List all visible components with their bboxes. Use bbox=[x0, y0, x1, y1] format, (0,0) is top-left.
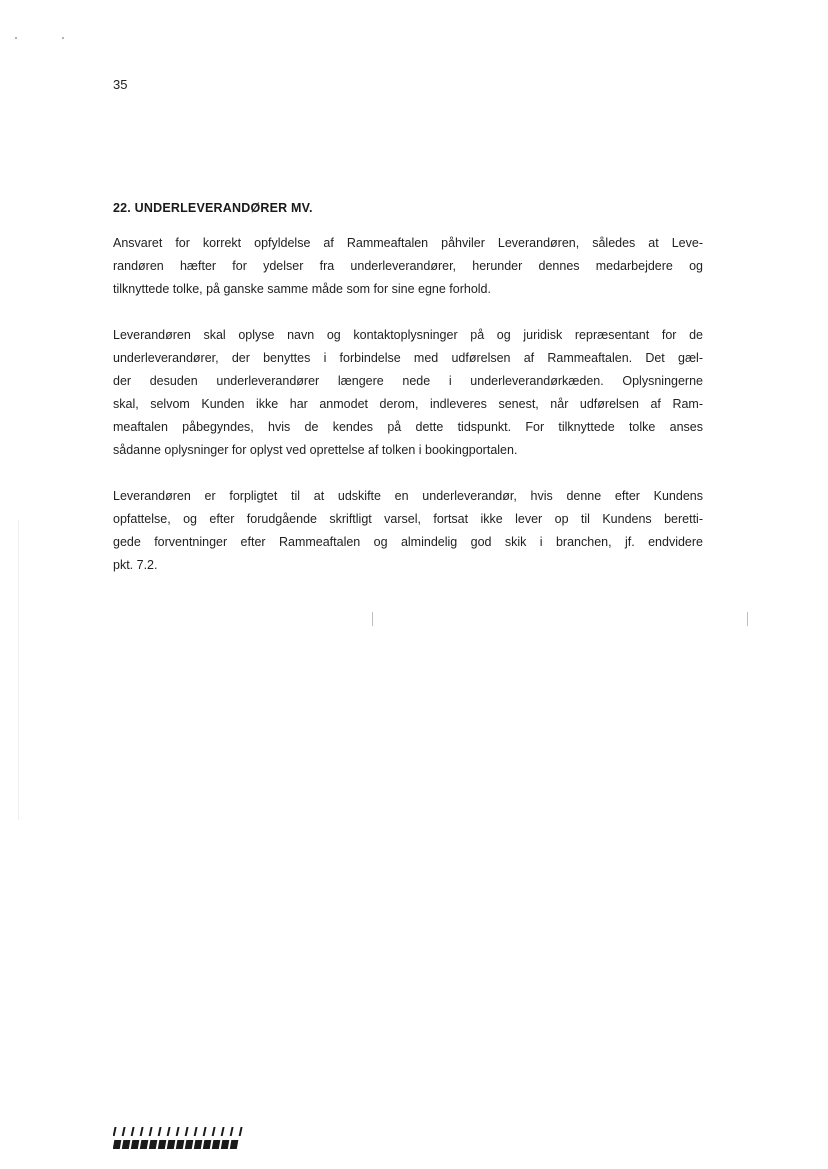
section-heading: 22. UNDERLEVERANDØRER MV. bbox=[113, 201, 313, 215]
scan-speck bbox=[62, 37, 64, 39]
paragraph-3 bbox=[113, 485, 703, 577]
paragraph-line: underleverandører, der benyttes i forbindelse med udførelsen af Rammeaftalen. Det gæl- bbox=[113, 351, 703, 365]
scan-speck bbox=[15, 37, 17, 39]
paragraph-line: randøren hæfter for ydelser fra underleverandører, herunder dennes medarbejdere og bbox=[113, 259, 703, 273]
barcode-icon bbox=[113, 1125, 248, 1151]
section-22 bbox=[113, 200, 703, 600]
paragraph-line: opfattelse, og efter forudgående skriftligt varsel, fortsat ikke lever op til Kundens beretti- bbox=[113, 512, 703, 526]
barcode-graphic bbox=[113, 1125, 248, 1151]
barcode-top-row bbox=[113, 1127, 243, 1136]
paragraph-line: gede forventninger efter Rammeaftalen og almindelig god skik i branchen, jf. endvidere bbox=[113, 535, 703, 549]
scan-mark bbox=[747, 612, 748, 626]
paragraph-line: tilknyttede tolke, på ganske samme måde som for sine egne forhold. bbox=[113, 282, 491, 296]
paragraph-line: pkt. 7.2. bbox=[113, 558, 158, 572]
page-number: 35 bbox=[113, 77, 128, 92]
paragraph-line: Ansvaret for korrekt opfyldelse af Rammeaftalen påhviler Leverandøren, således at Leve- bbox=[113, 236, 703, 250]
paragraph-line: skal, selvom Kunden ikke har anmodet derom, indleveres senest, når udførelsen af Ram- bbox=[113, 397, 703, 411]
barcode-bottom-row bbox=[113, 1140, 238, 1149]
paragraph-line: Leverandøren er forpligtet til at udskifte en underleverandør, hvis denne efter Kundens bbox=[113, 489, 703, 503]
scan-mark bbox=[18, 520, 19, 820]
paragraph-line: der desuden underleverandører længere nede i underleverandørkæden. Oplysningerne bbox=[113, 374, 703, 388]
paragraph-2 bbox=[113, 324, 703, 462]
paragraph-1 bbox=[113, 232, 703, 301]
scan-mark bbox=[372, 612, 373, 626]
paragraph-line: Leverandøren skal oplyse navn og kontaktoplysninger på og juridisk repræsentant for de bbox=[113, 328, 703, 342]
paragraph-line: sådanne oplysninger for oplyst ved oprettelse af tolken i bookingportalen. bbox=[113, 443, 518, 457]
paragraph-line: meaftalen påbegyndes, hvis de kendes på dette tidspunkt. For tilknyttede tolke anses bbox=[113, 420, 703, 434]
